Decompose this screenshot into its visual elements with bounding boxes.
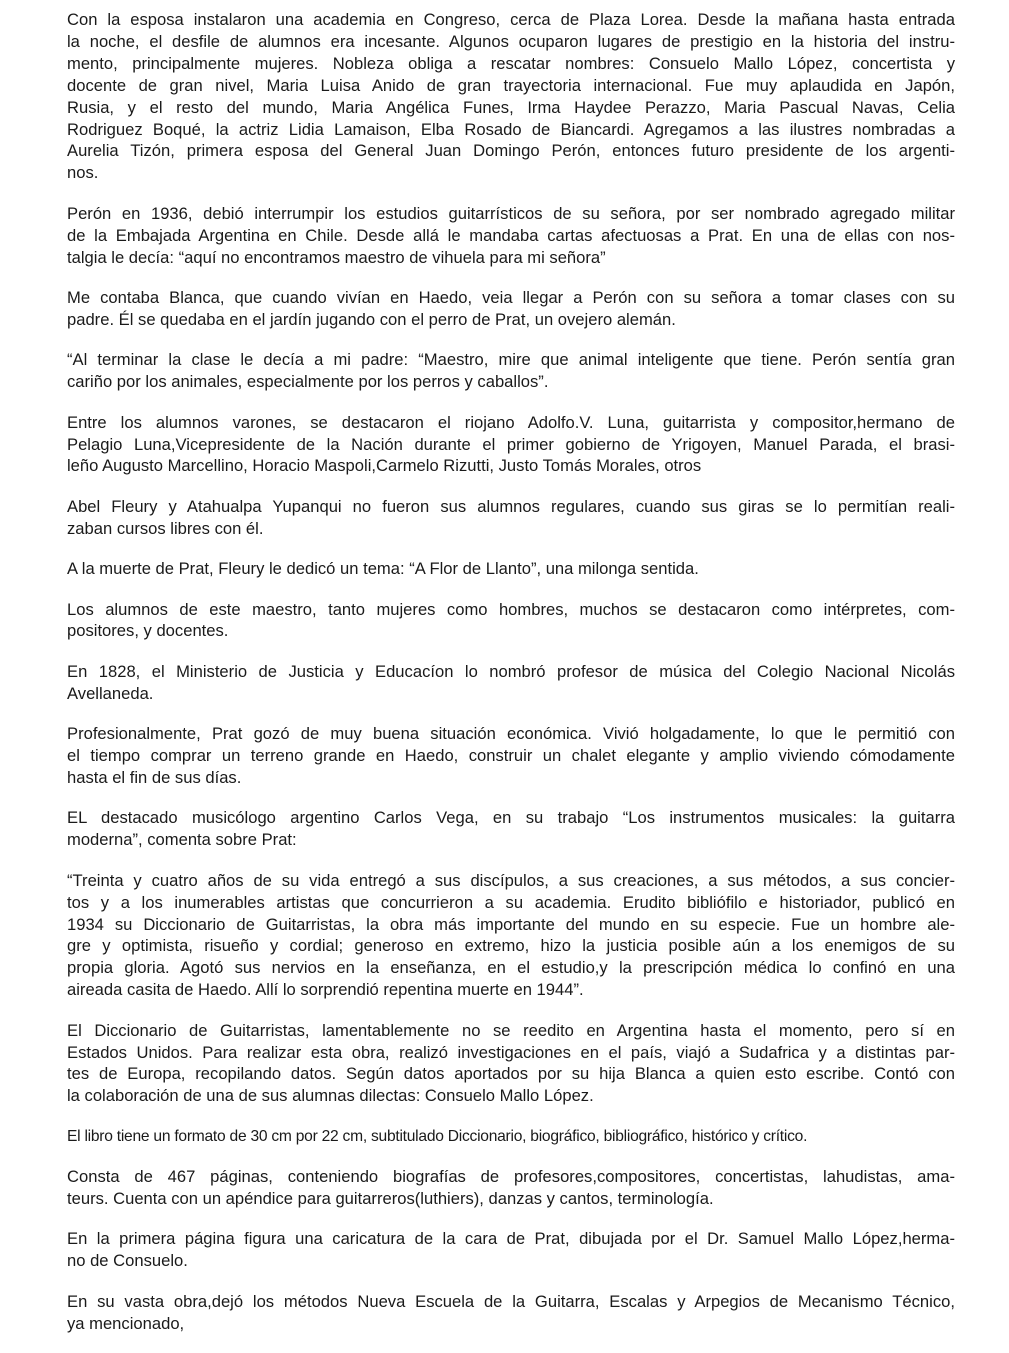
text-line: Abel Fleury y Atahualpa Yupanqui no fueron sus alumnos regulares, cuando sus giras se lo permitían reali- <box>67 496 955 516</box>
text-line: Consta de 467 páginas, conteniendo biografías de profesores,compositores, concertistas, lahudistas, ama- <box>67 1167 955 1187</box>
body-paragraph <box>67 1166 955 1210</box>
text-line: Los alumnos de este maestro, tanto mujeres como hombres, muchos se destacaron como intérpretes, com- <box>67 599 955 619</box>
text-line: En la primera página figura una caricatura de la cara de Prat, dibujada por el Dr. Samuel Mallo López,herma- <box>67 1229 955 1249</box>
text-line: la noche, el desfile de alumnos era incesante. Algunos ocuparon lugares de prestigio en la historia del instru- <box>67 31 955 51</box>
text-line: gre y optimista, risueño y cordial; generoso en extremo, hizo la justicia posible aún a los enemigos de su <box>67 936 955 956</box>
body-paragraph <box>67 558 955 580</box>
body-paragraph <box>67 807 955 851</box>
text-line: Profesionalmente, Prat gozó de muy buena situación económica. Vivió holgadamente, lo que le permitió con <box>67 724 955 744</box>
body-paragraph <box>67 203 955 269</box>
text-line: no de Consuelo. <box>67 1251 188 1271</box>
text-line: padre. Él se quedaba en el jardín jugando con el perro de Prat, un ovejero alemán. <box>67 309 676 329</box>
body-paragraph <box>67 599 955 643</box>
text-line: propia gloria. Agotó sus nervios en la enseñanza, en el estudio,y la prescripción médica lo confinó en una <box>67 958 955 978</box>
text-line: Rodriguez Boqué, la actriz Lidia Lamaison, Elba Rosado de Biancardi. Agregamos a las ilustres nombradas a <box>67 119 955 139</box>
text-line: cariño por los animales, especialmente por los perros y caballos”. <box>67 372 549 392</box>
body-paragraph <box>67 1228 955 1272</box>
text-line: docente de gran nivel, Maria Luisa Anido de gran trayectoria internacional. Fue muy aplaudida en Japón, <box>67 75 955 95</box>
body-paragraph <box>67 723 955 789</box>
text-line: Pelagio Luna,Vicepresidente de la Nación durante el primer gobierno de Yrigoyen, Manuel Parada, el brasi- <box>67 434 955 454</box>
body-paragraph <box>67 661 955 705</box>
text-line: Entre los alumnos varones, se destacaron el riojano Adolfo.V. Luna, guitarrista y compositor,hermano de <box>67 412 955 432</box>
text-line: “Al terminar la clase le decía a mi padre: “Maestro, mire que animal inteligente que tiene. Perón sentía gran <box>67 350 955 370</box>
body-paragraph <box>67 9 955 184</box>
text-line: nos. <box>67 163 99 183</box>
body-paragraph <box>67 287 955 331</box>
body-paragraph <box>67 1020 955 1108</box>
text-line: Perón en 1936, debió interrumpir los estudios guitarrísticos de su señora, por ser nombrado agregado militar <box>67 203 955 223</box>
body-paragraph <box>67 1291 955 1335</box>
body-paragraph <box>67 412 955 478</box>
text-line: EL destacado musicólogo argentino Carlos Vega, en su trabajo “Los instrumentos musicales: la guitarra <box>67 808 955 828</box>
text-line: El libro tiene un formato de 30 cm por 22 cm, subtitulado Diccionario, biográfico, bibliográfico, histórico y crítico. <box>67 1127 808 1145</box>
text-line: Rusia, y el resto del mundo, Maria Angélica Funes, Irma Haydee Perazzo, Maria Pascual Navas, Celia <box>67 97 955 117</box>
text-line: A la muerte de Prat, Fleury le dedicó un tema: “A Flor de Llanto”, una milonga sentida. <box>67 559 699 579</box>
text-line: zaban cursos libres con él. <box>67 518 264 538</box>
text-line: el tiempo comprar un terreno grande en Haedo, construir un chalet elegante y amplio viviendo cómodamente <box>67 746 955 766</box>
text-line: la colaboración de una de sus alumnas dilectas: Consuelo Mallo López. <box>67 1086 594 1106</box>
body-paragraph <box>67 1126 955 1148</box>
text-line: En su vasta obra,dejó los métodos Nueva Escuela de la Guitarra, Escalas y Arpegios de Mecanismo Técnico, <box>67 1291 955 1311</box>
text-line: tes de Europa, recopilando datos. Según datos aportados por su hija Blanca a quien esto escribe. Contó con <box>67 1064 955 1084</box>
text-line: El Diccionario de Guitarristas, lamentablemente no se reedito en Argentina hasta el momento, pero sí en <box>67 1020 955 1040</box>
text-line: teurs. Cuenta con un apéndice para guitarreros(luthiers), danzas y cantos, terminología. <box>67 1189 714 1209</box>
text-line: Con la esposa instalaron una academia en Congreso, cerca de Plaza Lorea. Desde la mañana hasta entrada <box>67 10 955 29</box>
text-line: de la Embajada Argentina en Chile. Desde allá le mandaba cartas afectuosas a Prat. En una de ellas con nos- <box>67 225 955 245</box>
text-line: Avellaneda. <box>67 683 154 703</box>
text-line: leño Augusto Marcellino, Horacio Maspoli,Carmelo Rizutti, Justo Tomás Morales, otros <box>67 456 702 476</box>
text-line: mento, principalmente mujeres. Nobleza obliga a rescatar nombres: Consuelo Mallo López, concertista y <box>67 53 955 73</box>
text-line: En 1828, el Ministerio de Justicia y Educacíon lo nombró profesor de música del Colegio Nacional Nicolás <box>67 661 955 681</box>
text-line: hasta el fin de sus días. <box>67 767 242 787</box>
text-line: tos y a los inumerables artistas que concurrieron a su academia. Erudito bibliófilo e historiador, publicó en <box>67 892 955 912</box>
text-line: talgia le decía: “aquí no encontramos maestro de vihuela para mi señora” <box>67 247 606 267</box>
body-paragraph <box>67 349 955 393</box>
body-paragraph <box>67 496 955 540</box>
text-line: “Treinta y cuatro años de su vida entregó a sus discípulos, a sus creaciones, a sus métodos, a sus concier- <box>67 870 955 890</box>
text-line: moderna”, comenta sobre Prat: <box>67 830 297 850</box>
text-line: 1934 su Diccionario de Guitarristas, la obra más importante del mundo en su especie. Fue un hombre ale- <box>67 914 955 934</box>
body-paragraph <box>67 870 955 1001</box>
text-line: Estados Unidos. Para realizar esta obra, realizó investigaciones en el país, viajó a Sudafrica y a distintas par- <box>67 1042 955 1062</box>
text-line: aireada casita de Haedo. Allí lo sorprendió repentina muerte en 1944”. <box>67 980 584 1000</box>
text-line: Me contaba Blanca, que cuando vivían en Haedo, veia llegar a Perón con su señora a tomar clases con su <box>67 287 955 307</box>
text-line: Aurelia Tizón, primera esposa del General Juan Domingo Perón, entonces futuro presidente de los argenti- <box>67 141 955 161</box>
text-line: ya mencionado, <box>67 1313 185 1333</box>
text-line: positores, y docentes. <box>67 621 229 641</box>
